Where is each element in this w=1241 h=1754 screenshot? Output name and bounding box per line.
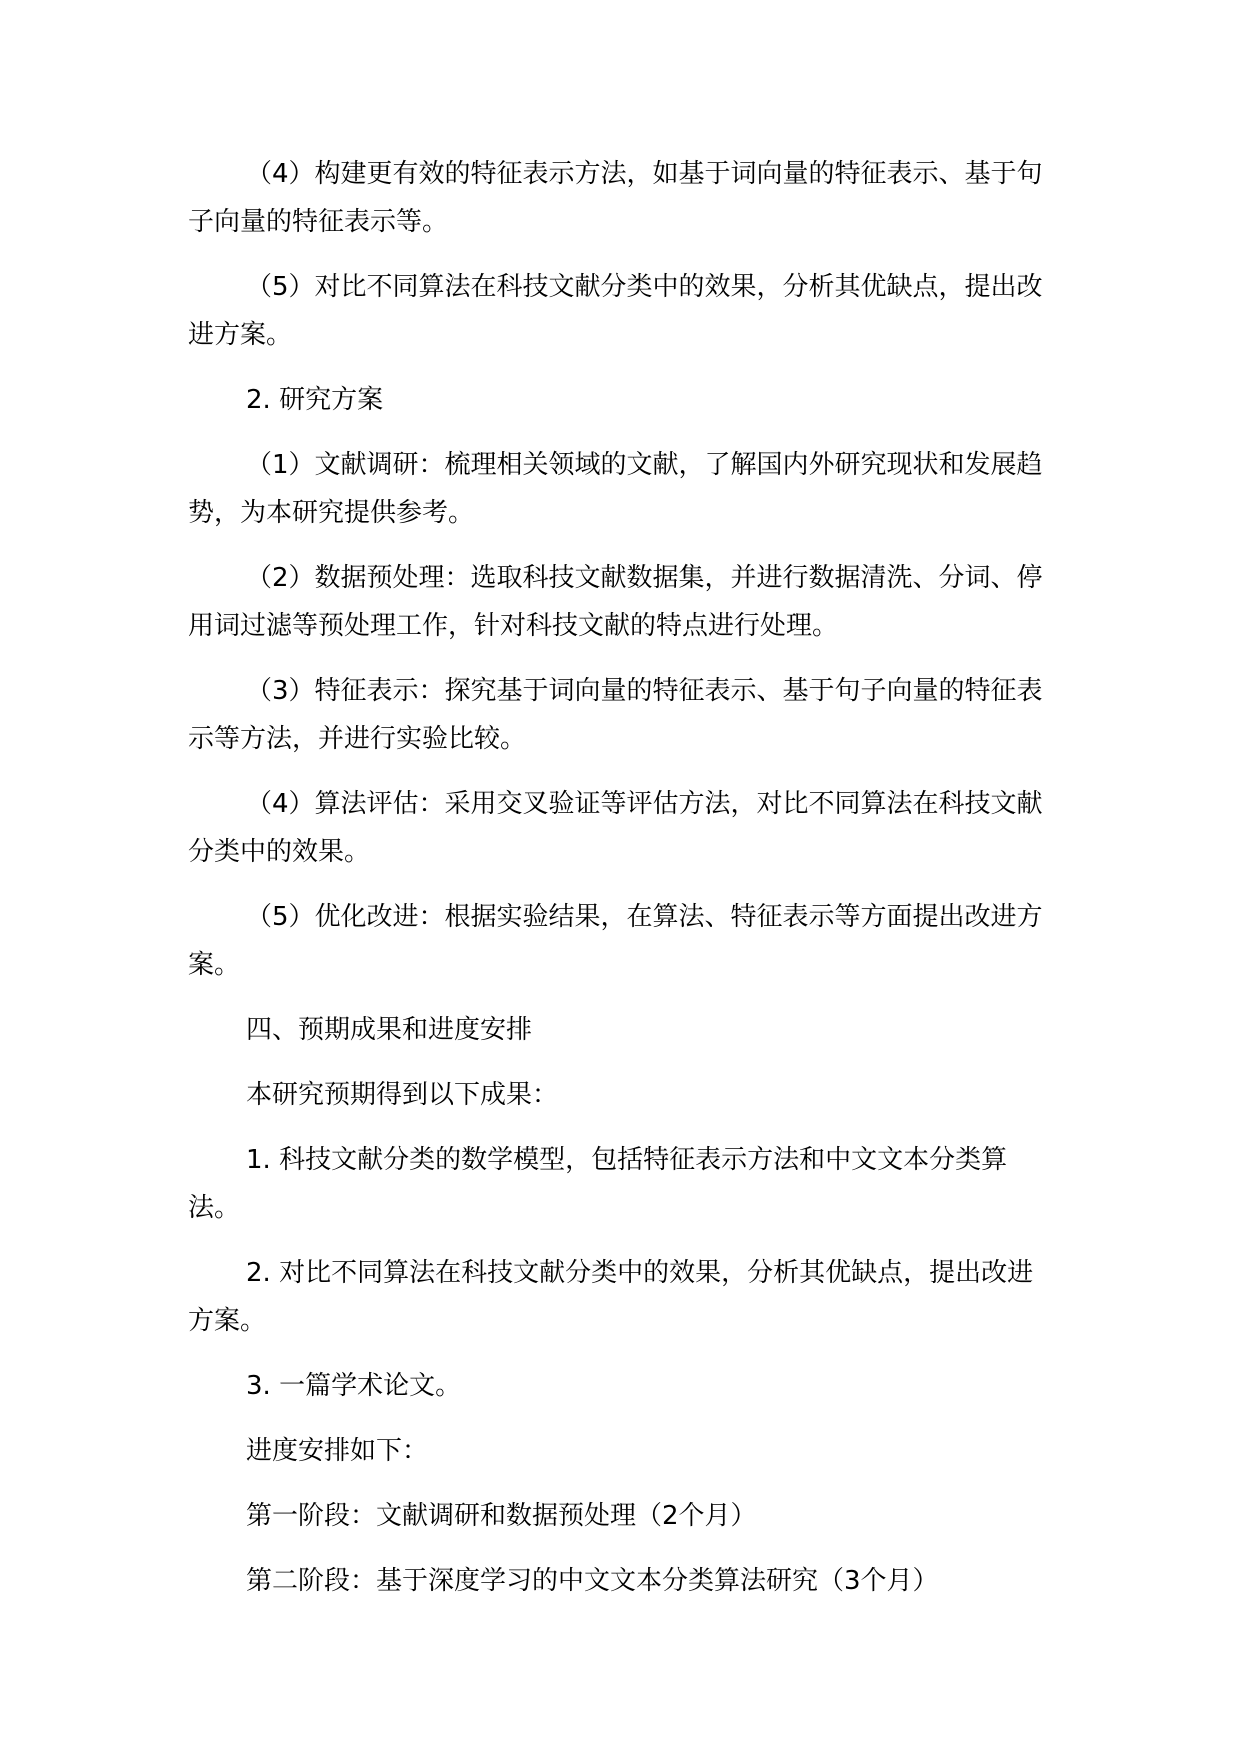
paragraph-outcome-2: 2. 对比不同算法在科技文献分类中的效果，分析其优缺点，提出改进方案。 xyxy=(188,1258,1034,1336)
paragraph-schedule-intro: 进度安排如下： xyxy=(246,1436,429,1466)
paragraph-outcome-1: 1. 科技文献分类的数学模型，包括特征表示方法和中文文本分类算法。 xyxy=(188,1145,1008,1223)
paragraph-plan-4: （4）算法评估：采用交叉验证等评估方法，对比不同算法在科技文献分类中的效果。 xyxy=(188,789,1043,867)
paragraph-plan-5: （5）优化改进：根据实验结果，在算法、特征表示等方面提出改进方案。 xyxy=(188,902,1043,980)
section-heading-research-plan: 2. 研究方案 xyxy=(246,385,384,415)
paragraph-objective-5: （5）对比不同算法在科技文献分类中的效果，分析其优缺点，提出改进方案。 xyxy=(188,272,1043,350)
section-heading-outcomes-schedule: 四、预期成果和进度安排 xyxy=(246,1015,533,1045)
paragraph-schedule-stage-1: 第一阶段：文献调研和数据预处理（2个月） xyxy=(246,1501,757,1531)
paragraph-objective-4: （4）构建更有效的特征表示方法，如基于词向量的特征表示、基于句子向量的特征表示等。 xyxy=(188,159,1043,237)
paragraph-plan-2: （2）数据预处理：选取科技文献数据集，并进行数据清洗、分词、停用词过滤等预处理工作，针对科技文献的特点进行处理。 xyxy=(188,563,1043,641)
paragraph-schedule-stage-2: 第二阶段：基于深度学习的中文文本分类算法研究（3个月） xyxy=(246,1566,939,1596)
paragraph-outcomes-intro: 本研究预期得到以下成果： xyxy=(246,1080,559,1110)
document-body xyxy=(188,150,1058,1622)
paragraph-outcome-3: 3. 一篇学术论文。 xyxy=(246,1371,462,1401)
paragraph-plan-3: （3）特征表示：探究基于词向量的特征表示、基于句子向量的特征表示等方法，并进行实验比较。 xyxy=(188,676,1043,754)
paragraph-plan-1: （1）文献调研：梳理相关领域的文献，了解国内外研究现状和发展趋势，为本研究提供参考。 xyxy=(188,450,1043,528)
